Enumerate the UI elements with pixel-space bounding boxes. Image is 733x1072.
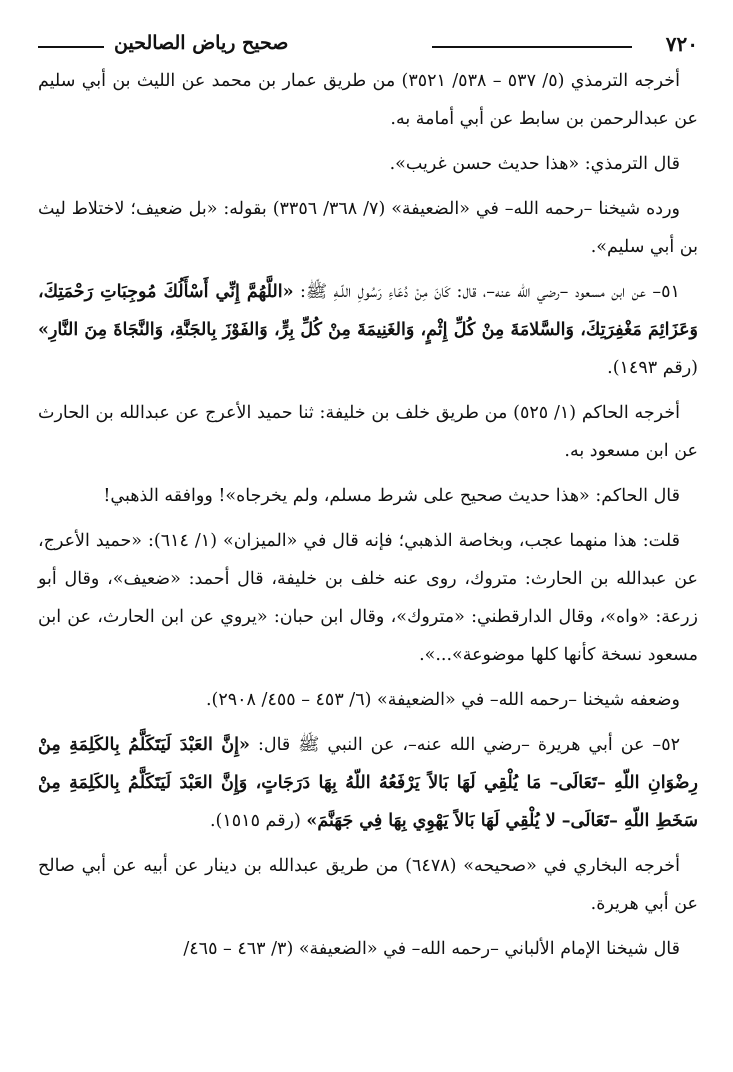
- paragraph-bukhari-source: [38, 847, 698, 923]
- hadith-52: [38, 726, 698, 840]
- paragraph-shaykh-weak: [38, 190, 698, 266]
- header-rule-left: [38, 46, 104, 48]
- hadith-51: [38, 273, 698, 387]
- hadith-51-lead: ٥١– عن ابن مسعود –رضي الله عنه–، قال: كَانَ مِنْ دُعَاءِ رَسُولِ اللّـهِ ﷺ:: [300, 282, 680, 302]
- hadith-52-number: (رقم ١٥١٥).: [209, 811, 301, 831]
- hadith-51-number: (رقم ١٤٩٣).: [607, 358, 698, 378]
- page-number: ٧٢٠: [665, 32, 698, 56]
- paragraph-hakim-source: [38, 394, 698, 470]
- paragraph-text: أخرجه الترمذي (٥/ ٥٣٧ – ٥٣٨/ ٣٥٢١) من طريق عمار بن محمد عن الليث بن أبي سليم عن عبدالرحمن بن سابط عن أبي أمامة به.: [38, 71, 698, 129]
- header-rule-right: [432, 46, 632, 48]
- book-page: [38, 28, 698, 1068]
- paragraph-tirmidhi-grade: [38, 145, 698, 183]
- paragraph-albani: [38, 930, 698, 968]
- paragraph-text: قال الترمذي: «هذا حديث حسن غريب».: [389, 154, 680, 174]
- hadith-52-lead: ٥٢– عن أبي هريرة –رضي الله عنه–، عن النبي ﷺ قال:: [257, 735, 680, 755]
- paragraph-text: قال الحاكم: «هذا حديث صحيح على شرط مسلم، ولم يخرجاه»! ووافقه الذهبي!: [103, 486, 680, 506]
- paragraph-hakim-grade: [38, 477, 698, 515]
- paragraph-text: وضعفه شيخنا –رحمه الله– في «الضعيفة» (٦/ ٤٥٣ – ٤٥٥/ ٢٩٠٨).: [205, 690, 680, 710]
- paragraph-tirmidhi-source: [38, 62, 698, 138]
- paragraph-text: أخرجه الحاكم (١/ ٥٢٥) من طريق خلف بن خليفة: ثنا حميد الأعرج عن عبدالله بن الحارث عن ابن مسعود به.: [38, 403, 698, 461]
- paragraph-text: قال شيخنا الإمام الألباني –رحمه الله– في «الضعيفة» (٣/ ٤٦٣ – ٤٦٥/: [183, 939, 680, 959]
- paragraph-critique: [38, 522, 698, 674]
- hadith-52-quote: «إِنَّ العَبْدَ لَيَتَكَلَّمُ بِالكَلِمَةِ مِنْ رِضْوَانِ اللّهِ –تَعَالَى– مَا يُلْقِي لَهَا بَالاً يَرْفَعُهُ اللّهُ بِهَا دَرَجَاتٍ، وَإِنَّ العَبْدَ لَيَتَكَلَّمُ بِالكَلِمَةِ مِنْ سَخَطِ اللّهِ –تَعَالَى– لا يُلْقِي لَهَا بَالاً يَهْوِي بِهَا فِي جَهَنَّمَ»: [38, 735, 698, 831]
- hadith-51-quote: «اللَّهُمَّ إِنِّي أَسْأَلُكَ مُوجِبَاتِ رَحْمَتِكَ، وَعَزَائِمَ مَغْفِرَتِكَ، وَالسَّلامَةَ مِنْ كُلِّ إِثْمٍ، وَالغَنِيمَةَ مِنْ كُلِّ بِرٍّ، وَالفَوْزَ بِالجَنَّةِ، وَالنَّجَاةَ مِنَ النَّارِ»: [38, 282, 698, 340]
- book-title: صحيح رياض الصالحين: [114, 32, 289, 54]
- paragraph-text: ورده شيخنا –رحمه الله– في «الضعيفة» (٧/ ٣٦٨/ ٣٣٥٦) بقوله: «بل ضعيف؛ لاختلاط ليث بن أبي سليم».: [38, 199, 698, 257]
- paragraph-text: قلت: هذا منهما عجب، وبخاصة الذهبي؛ فإنه قال في «الميزان» (١/ ٦١٤): «حميد الأعرج، عن عبدالله بن الحارث: متروك، روى عنه خلف بن خليفة، قال أحمد: «ضعيف»، وقال أبو زرعة: «واه»، وقال الدارقطني: «متروك»، وقال ابن حبان: «يروي عن ابن الحارث، عن ابن مسعود نسخة كأنها كلها موضوعة»...».: [38, 531, 698, 665]
- paragraph-shaykh-weak-2: [38, 681, 698, 719]
- page-header: [38, 28, 698, 62]
- paragraph-text: أخرجه البخاري في «صحيحه» (٦٤٧٨) من طريق عبدالله بن دينار عن أبيه عن أبي صالح عن أبي هريرة.: [38, 856, 698, 914]
